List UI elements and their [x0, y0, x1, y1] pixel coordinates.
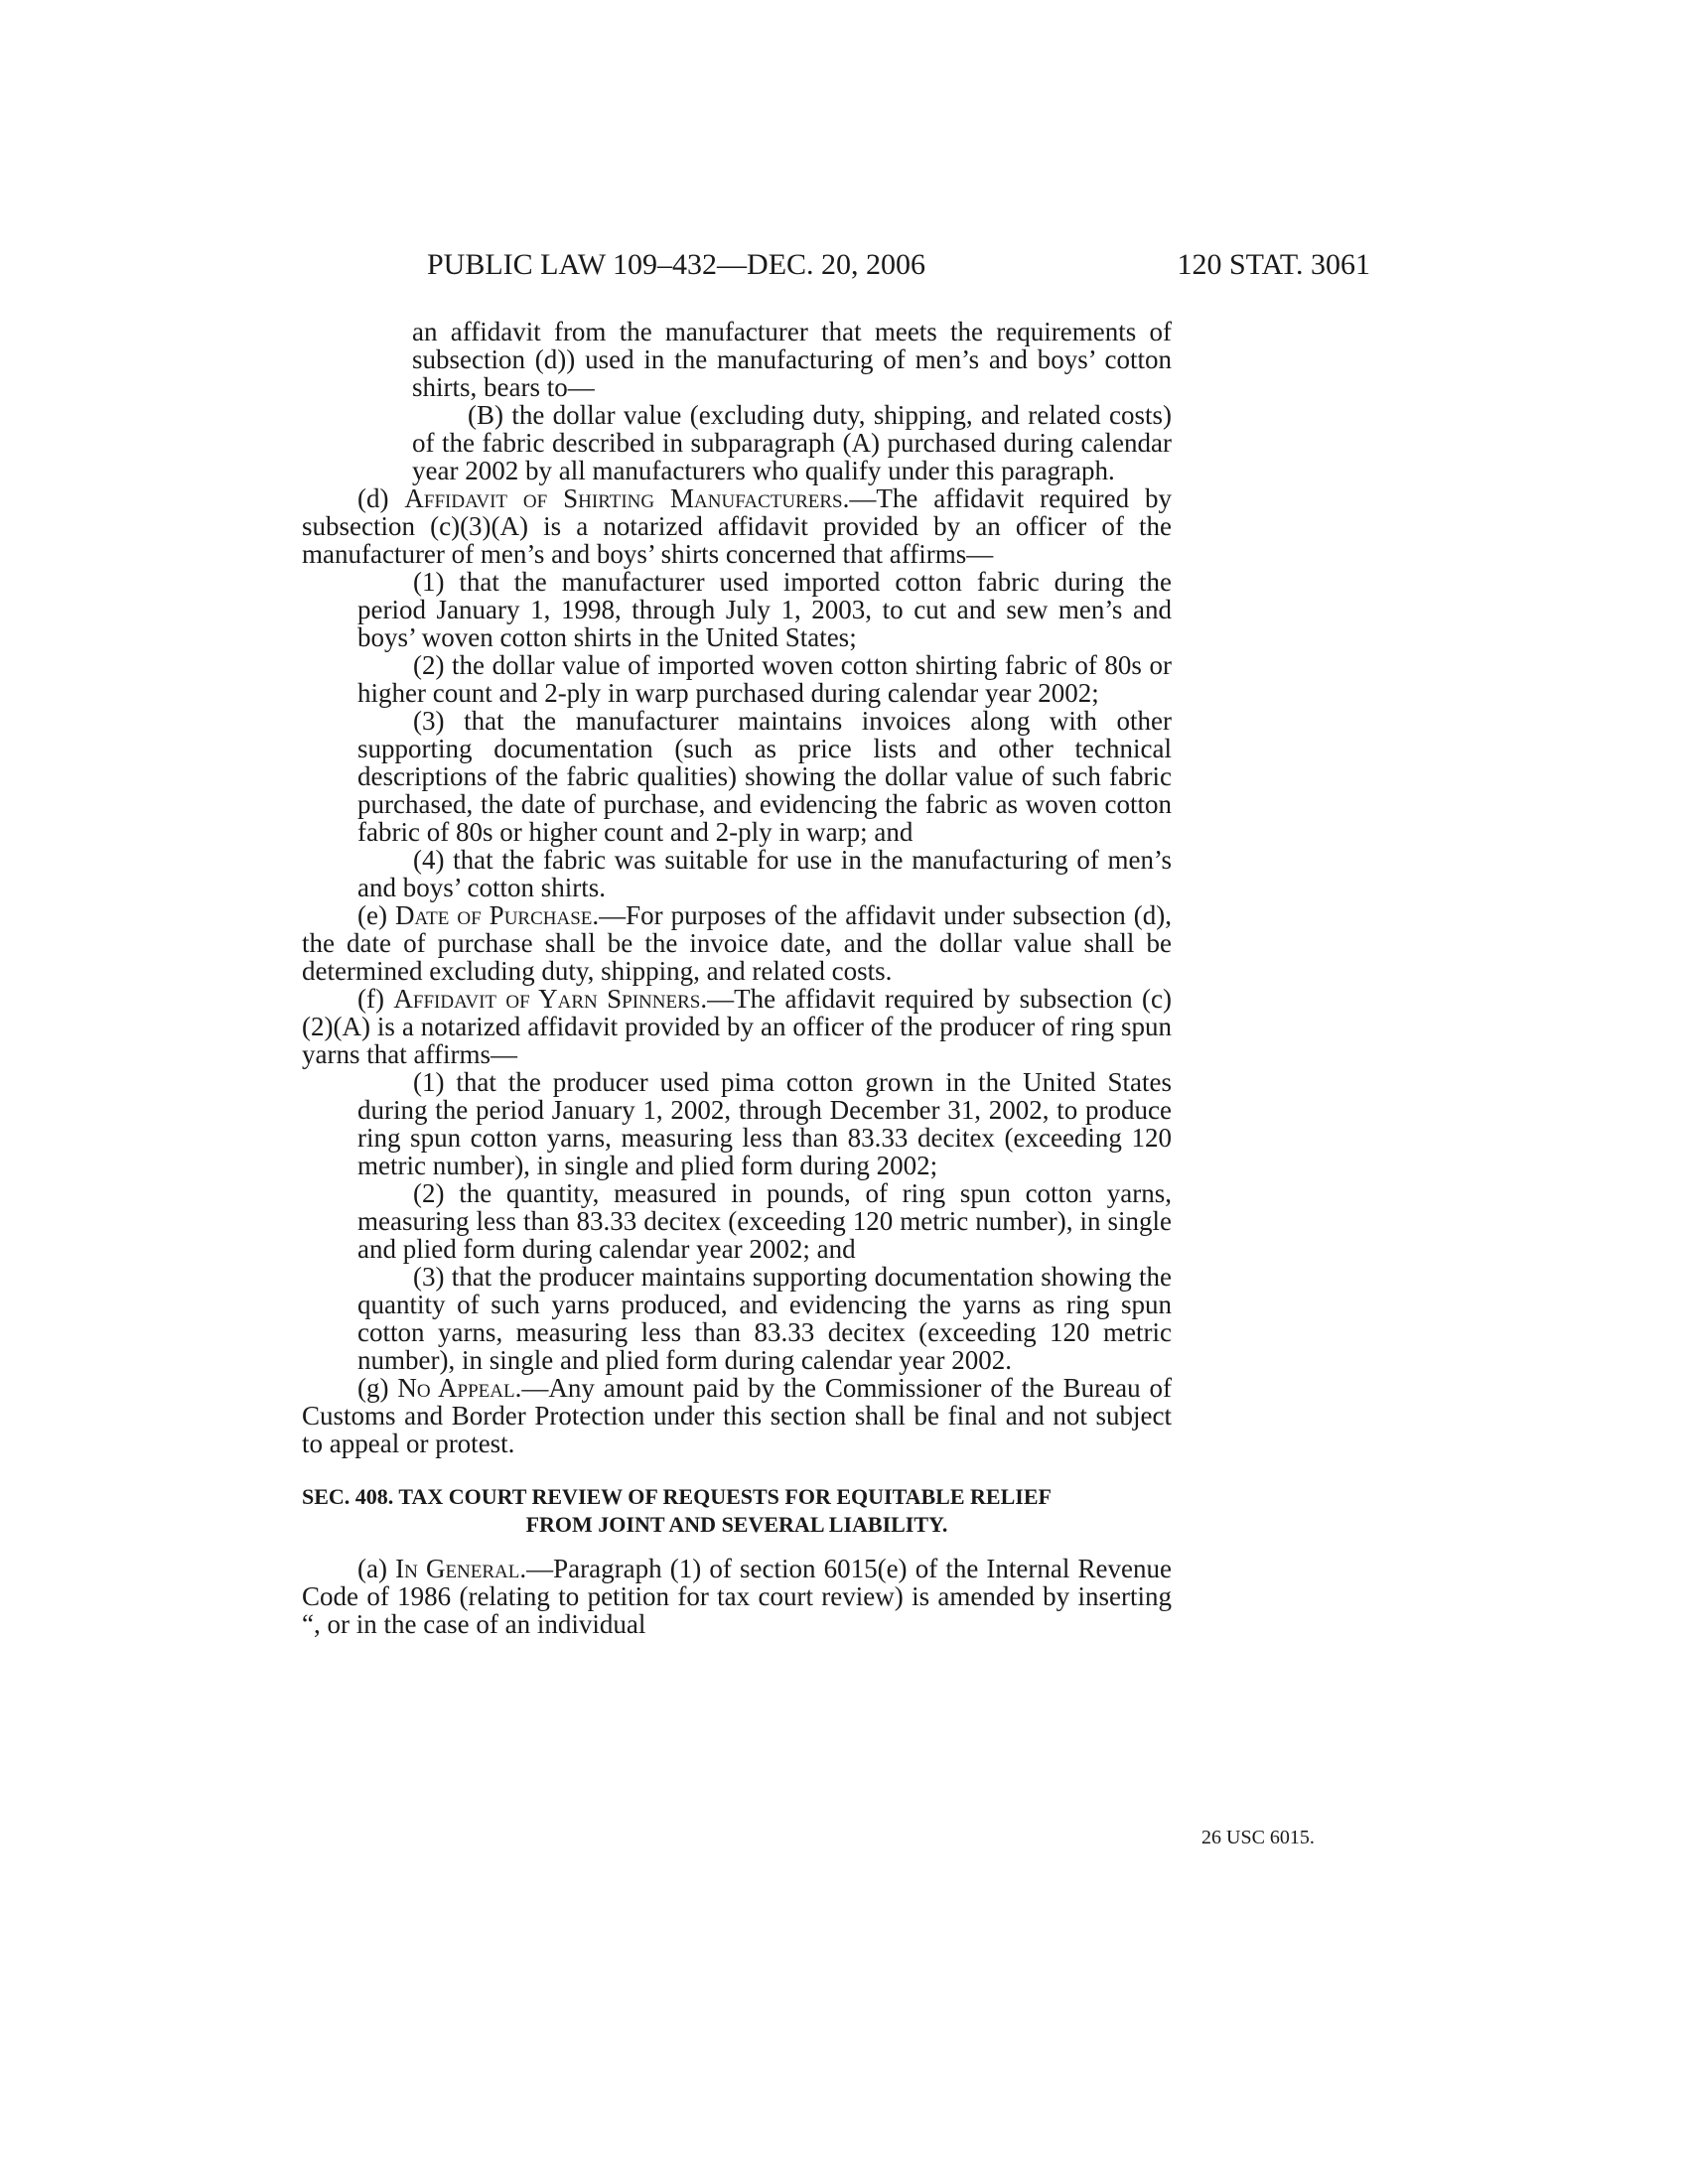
subsection-g-text: .—Any amount paid by the Commissioner of the Bureau of Customs and Border Protection under this section shall be final and not subject to appeal or protest. [302, 1373, 1173, 1458]
subsection-f-item-1: (1) that the producer used pima cotton grown in the United States during the period January 1, 2002, through December 31, 2002, to produce ring spun cotton yarns, measuring less than 83.33 decitex (exceeding 120 metric number), in single and plied form during 2002; [357, 1067, 1172, 1180]
subsection-d-item-4: (4) that the fabric was suitable for use in the manufacturing of men’s and boys’ cotton shirts. [357, 845, 1172, 902]
subsection-d-label: (d) [357, 483, 405, 513]
subsection-d [302, 484, 1172, 568]
subsection-g [302, 1374, 1172, 1457]
subsection-g-label: (g) [357, 1373, 398, 1403]
section-heading [302, 1483, 1172, 1539]
section-heading-line-2: FROM JOINT AND SEVERAL LIABILITY. [525, 1512, 948, 1537]
paragraph-c-continuation: an affidavit from the manufacturer that meets the requirements of subsection (d)) used in the manufacturing of men’s and boys’ cotton shirts, bears to— [412, 317, 1172, 402]
subsection-d-item-2: (2) the dollar value of imported woven cotton shirting fabric of 80s or higher count and 2-ply in warp purchased during calendar year 2002; [357, 650, 1172, 708]
subsection-a-label: (a) [357, 1554, 396, 1583]
running-head-title: PUBLIC LAW 109–432—DEC. 20, 2006 [427, 248, 926, 281]
margin-citation-note: 26 USC 6015. [1201, 1827, 1315, 1848]
subsection-d-item-3: (3) that the manufacturer maintains invoices along with other supporting documentation (such as price lists and other technical descriptions of the fabric qualities) showing the dollar value of such fabric purchased, the date of purchase, and evidencing the fabric as woven cotton fabric of 80s or higher count and 2-ply in warp; and [357, 706, 1172, 847]
subsection-e-heading: Date of Purchase [395, 900, 593, 930]
subsection-d-heading: Affidavit of Shirting Manufacturers [404, 483, 843, 513]
subsection-a-heading: In General [395, 1554, 520, 1583]
subsection-f-heading: Affidavit of Yarn Spinners [393, 984, 701, 1014]
subsection-d-text: .—The affidavit required by subsection (c)(3)(A) is a notarized affidavit provided by an officer of the manufacturer of men’s and boys’ shirts concerned that affirms— [302, 483, 1172, 569]
running-head [302, 248, 1370, 288]
subsection-f-item-2: (2) the quantity, measured in pounds, of ring spun cotton yarns, measuring less than 83.33 decitex (exceeding 120 metric number), in single and plied form during calendar year 2002; and [357, 1178, 1172, 1264]
subsection-f-item-3: (3) that the producer maintains supporting documentation showing the quantity of such yarns produced, and evidencing the yarns as ring spun cotton yarns, measuring less than 83.33 decitex (exceeding 120 metric number), in single and plied form during calendar year 2002. [357, 1262, 1172, 1375]
subsection-f [302, 985, 1172, 1068]
subsection-e [302, 901, 1172, 985]
subsection-f-label: (f) [357, 984, 394, 1014]
subsection-e-text: .—For purposes of the affidavit under subsection (d), the date of purchase shall be the invoice date, and the dollar value shall be determined excluding duty, shipping, and related costs. [302, 900, 1173, 986]
subparagraph-c-B: (B) the dollar value (excluding duty, shipping, and related costs) of the fabric described in subparagraph (A) purchased during calendar year 2002 by all manufacturers who qualify under this paragraph. [412, 400, 1172, 485]
section-heading-line-1: SEC. 408. TAX COURT REVIEW OF REQUESTS FOR EQUITABLE RELIEF [302, 1484, 1052, 1509]
subsection-f-text: .—The affidavit required by subsection (c)(2)(A) is a notarized affidavit provided by an officer of the producer of ring spun yarns that affirms— [302, 984, 1172, 1069]
subsection-a-text: .—Paragraph (1) of section 6015(e) of the Internal Revenue Code of 1986 (relating to petition for tax court review) is amended by inserting “, or in the case of an individual [302, 1554, 1172, 1639]
subsection-a [302, 1555, 1172, 1638]
statute-page-number: 120 STAT. 3061 [1177, 248, 1370, 281]
subsection-g-heading: No Appeal [397, 1373, 515, 1403]
subsection-d-item-1: (1) that the manufacturer used imported cotton fabric during the period January 1, 1998, through July 1, 2003, to cut and sew men’s and boys’ woven cotton shirts in the United States; [357, 567, 1172, 652]
subsection-e-label: (e) [357, 900, 395, 930]
document-body [302, 318, 1172, 1638]
